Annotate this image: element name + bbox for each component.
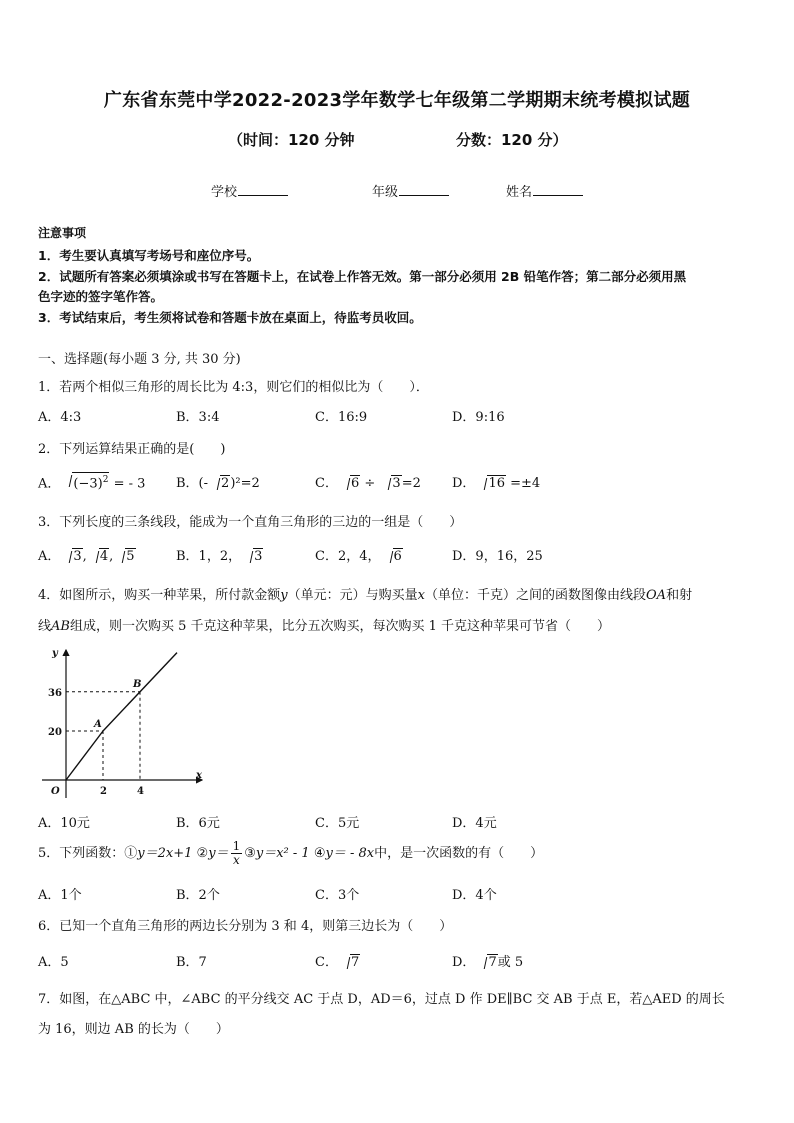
- q3-a-radicand-3: 5: [126, 549, 135, 564]
- q5-option-b[interactable]: B．2个: [176, 888, 220, 903]
- grade-blank[interactable]: [399, 183, 449, 196]
- q3-option-b[interactable]: [176, 545, 263, 564]
- q5-func-2: y＝: [208, 846, 229, 861]
- q3-c-prefix: C．2，4，: [315, 549, 381, 564]
- q3-a-radicand-1: 3: [73, 549, 82, 564]
- question-4-line-2: [38, 615, 610, 634]
- q4-ray-ab: AB: [51, 619, 70, 634]
- school-label: 学校: [211, 185, 238, 200]
- q4-option-d[interactable]: D．4元: [452, 816, 497, 831]
- q5-text: ③: [244, 846, 256, 861]
- sqrt-symbol: [89, 548, 109, 564]
- notice-item: 2．试题所有答案必须填涂或书写在答题卡上，在试卷上作答无效。第一部分必须用 2B 铅笔作答；第二部分必须用黑: [38, 269, 687, 284]
- sqrt-symbol: [62, 548, 82, 564]
- q6-option-b[interactable]: B．7: [176, 955, 207, 970]
- sqrt-symbol: [243, 548, 263, 564]
- q3-c-radicand: 6: [393, 549, 402, 564]
- q4-option-a[interactable]: A．10元: [38, 816, 90, 831]
- q2-a-radicand: (−3): [73, 476, 103, 492]
- origin-label: O: [51, 786, 60, 797]
- question-7-line-2: 为 16，则边 AB 的长为（ ）: [38, 1022, 229, 1037]
- question-1-stem: 1．若两个相似三角形的周长比为 4:3，则它们的相似比为（ ）．: [38, 380, 429, 395]
- x-tick-label: 4: [137, 786, 144, 797]
- q3-b-prefix: B．1，2，: [176, 549, 242, 564]
- q4-text: 和射: [666, 588, 693, 603]
- q2-c-tail: =2: [401, 476, 421, 491]
- comma: ,: [82, 549, 87, 564]
- q3-option-c[interactable]: [315, 545, 403, 564]
- q3-option-d[interactable]: D．9，16，25: [452, 549, 543, 564]
- q3-a-prefix: A．: [38, 549, 61, 564]
- q1-option-a[interactable]: A．4:3: [38, 410, 82, 425]
- x-axis-label: x: [196, 770, 202, 781]
- q2-option-d[interactable]: [452, 472, 540, 491]
- q6-d-tail: 或 5: [497, 955, 524, 970]
- q5-text: 中，是一次函数的有（ ）: [374, 846, 544, 861]
- q2-c-prefix: C．: [315, 476, 338, 491]
- school-field[interactable]: [211, 181, 288, 200]
- q2-b-tail: )²=2: [230, 476, 260, 491]
- q2-c-radicand-1: 6: [350, 476, 360, 491]
- q1-option-d[interactable]: D．9:16: [452, 410, 505, 425]
- question-5-stem: [38, 840, 543, 867]
- sqrt-symbol: [115, 548, 135, 564]
- x-tick-label: 2: [100, 786, 107, 797]
- page-title: 广东省东莞中学2022-2023学年数学七年级第二学期期末统考模拟试题: [103, 90, 691, 111]
- guide-dashes: [66, 692, 140, 780]
- fraction-denominator: x: [232, 853, 240, 867]
- q2-a-tail: = - 3: [109, 476, 146, 492]
- q3-a-radicand-2: 4: [99, 549, 109, 564]
- q4-option-c[interactable]: C．5元: [315, 816, 360, 831]
- question-3-stem: 3．下列长度的三条线段，能成为一个直角三角形的三边的一组是（ ）: [38, 515, 463, 530]
- question-4-line-1: [38, 584, 692, 603]
- q6-option-d[interactable]: [452, 951, 523, 970]
- q5-func-4: y＝ - 8x: [325, 846, 375, 861]
- point-b-label: B: [133, 678, 142, 690]
- graph-series: [66, 653, 177, 780]
- exam-score: 分数：120 分）: [456, 131, 568, 149]
- name-label: 姓名: [506, 185, 533, 200]
- notice-item: 1．考生要认真填写考场号和座位序号。: [38, 248, 260, 263]
- q4-text: （单位：千克）之间的函数图像由线段: [425, 588, 647, 603]
- q4-seg-oa: OA: [646, 588, 667, 603]
- q4-text: 4．如图所示，购买一种苹果，所付款金额: [38, 588, 281, 603]
- notice-item: 3．考试结束后，考生须将试卷和答题卡放在桌面上，待监考员收回。: [38, 310, 422, 325]
- q2-d-tail: =±4: [505, 476, 541, 491]
- q6-c-prefix: C．: [315, 955, 338, 970]
- grade-field[interactable]: [372, 181, 449, 200]
- comma: ,: [109, 549, 114, 564]
- sqrt-symbol: [381, 475, 401, 491]
- q6-d-prefix: D．: [452, 955, 476, 970]
- q2-a-prefix: A．: [38, 476, 61, 492]
- name-blank[interactable]: [533, 183, 583, 196]
- q2-c-divide: ÷: [360, 476, 380, 491]
- notice-item: 色字迹的签字笔作答。: [38, 289, 164, 304]
- q4-text: （单元：元）与购买量: [287, 588, 418, 603]
- sqrt-symbol: [340, 954, 360, 970]
- question-2-stem: 2．下列运算结果正确的是( ): [38, 442, 226, 457]
- q5-text: 5．下列函数：①: [38, 846, 138, 861]
- sqrt-symbol: [477, 475, 506, 491]
- q1-option-c[interactable]: C．16:9: [315, 410, 368, 425]
- sqrt-symbol: [62, 472, 109, 491]
- q2-a-exponent: 2: [102, 475, 109, 485]
- q5-option-a[interactable]: A．1个: [38, 888, 82, 903]
- question-7-line-1: 7．如图，在△ABC 中，∠ABC 的平分线交 AC 于点 D，AD＝6，过点 D 作 DE∥BC 交 AB 于点 E，若△AED 的周长: [38, 992, 725, 1007]
- exam-time: （时间：120 分钟: [228, 131, 355, 149]
- q4-option-b[interactable]: B．6元: [176, 816, 220, 831]
- q4-var-y: y: [280, 588, 288, 603]
- q5-func-1: y＝2x+1: [137, 846, 193, 861]
- q2-c-radicand-2: 3: [392, 476, 401, 491]
- notice-heading: 注意事项: [38, 226, 87, 240]
- sqrt-symbol: [383, 548, 403, 564]
- sqrt-symbol: [477, 954, 497, 970]
- sqrt-symbol: [210, 475, 230, 491]
- question-6-stem: 6．已知一个直角三角形的两边长分别为 3 和 4，则第三边长为（ ）: [38, 919, 453, 934]
- q5-func-3: y＝x² - 1: [255, 846, 310, 861]
- q5-option-d[interactable]: D．4个: [452, 888, 497, 903]
- section-heading: 一、选择题(每小题 3 分, 共 30 分): [38, 352, 241, 367]
- q2-option-a[interactable]: [38, 472, 145, 491]
- q3-b-radicand: 3: [254, 549, 263, 564]
- y-axis-label: y: [52, 648, 58, 659]
- q6-c-radicand: 7: [350, 955, 360, 970]
- q4-var-x: x: [417, 588, 425, 603]
- q6-option-a[interactable]: A．5: [38, 955, 69, 970]
- q5-option-c[interactable]: C．3个: [315, 888, 360, 903]
- y-tick-label: 20: [48, 727, 62, 738]
- sqrt-symbol: [340, 475, 360, 491]
- graph-labels: [48, 648, 203, 797]
- q4-function-graph: [36, 644, 206, 804]
- q3-option-a[interactable]: [38, 545, 136, 564]
- q6-option-c[interactable]: [315, 951, 360, 970]
- q6-d-radicand: 7: [488, 955, 497, 970]
- q2-d-prefix: D．: [452, 476, 476, 491]
- q5-text: ④: [309, 846, 326, 861]
- q2-option-c[interactable]: [315, 472, 421, 491]
- q1-option-b[interactable]: B．3:4: [176, 410, 220, 425]
- fraction-numerator: 1: [232, 839, 241, 853]
- q4-text: 组成，则一次购买 5 千克这种苹果，比分五次购买，每次购买 1 千克这种苹果可节省（ ）: [69, 619, 611, 634]
- q2-b-prefix: B．(-: [176, 476, 209, 491]
- q4-text: 线: [38, 619, 52, 634]
- segment-oa: [66, 731, 103, 780]
- school-blank[interactable]: [238, 183, 288, 196]
- q5-text: ②: [192, 846, 209, 861]
- q2-b-radicand: 2: [221, 476, 230, 491]
- y-tick-label: 36: [48, 687, 62, 699]
- q2-d-radicand: 16: [488, 476, 505, 491]
- q5-fraction: [231, 840, 243, 867]
- grade-label: 年级: [372, 185, 399, 200]
- q2-option-b[interactable]: [176, 472, 260, 491]
- name-field[interactable]: [506, 181, 583, 200]
- point-a-label: A: [94, 719, 102, 730]
